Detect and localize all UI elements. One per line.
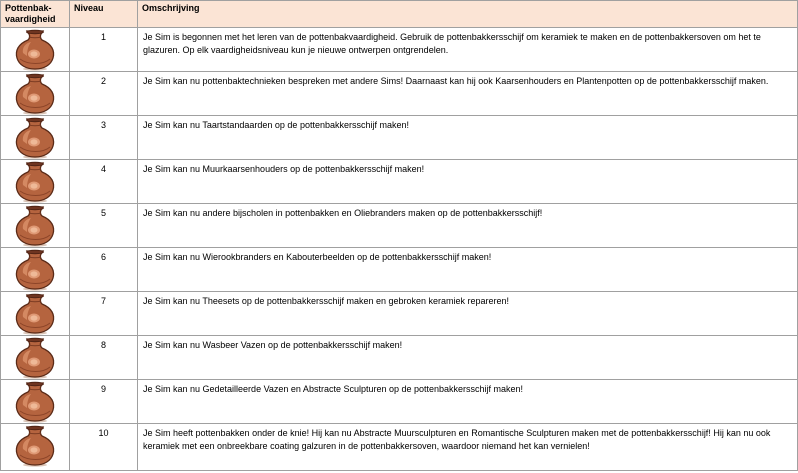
skill-icon-cell [1,292,70,336]
pottery-vase-icon [10,29,60,71]
table-row [1,292,798,336]
skill-icon-cell [1,424,70,471]
header-skill: Pottenbak- vaardigheid [1,1,70,28]
table-row [1,116,798,160]
pottery-vase-icon [10,249,60,291]
skill-icon-cell [1,160,70,204]
level-cell: 10 [70,424,138,471]
skill-icon-cell [1,204,70,248]
table-row [1,336,798,380]
level-cell: 6 [70,248,138,292]
pottery-vase-icon [10,337,60,379]
table-row [1,424,798,471]
header-level: Niveau [70,1,138,28]
table-row [1,28,798,72]
description-cell: Je Sim kan nu andere bijscholen in pottenbakken en Oliebranders maken op de pottenbakkersschijf! [138,204,798,248]
description-cell: Je Sim kan nu Gedetailleerde Vazen en Abstracte Sculpturen op de pottenbakkersschijf maken! [138,380,798,424]
description-cell: Je Sim kan nu Wasbeer Vazen op de pottenbakkersschijf maken! [138,336,798,380]
skill-icon-cell [1,380,70,424]
pottery-vase-icon [10,117,60,159]
skill-icon-cell [1,116,70,160]
pottery-vase-icon [10,425,60,467]
table-row [1,72,798,116]
description-cell: Je Sim kan nu Taartstandaarden op de pottenbakkersschijf maken! [138,116,798,160]
table-row [1,204,798,248]
skill-icon-cell [1,248,70,292]
description-cell: Je Sim kan nu Theesets op de pottenbakkersschijf maken en gebroken keramiek repareren! [138,292,798,336]
description-cell: Je Sim kan nu Muurkaarsenhouders op de pottenbakkersschijf maken! [138,160,798,204]
level-cell: 8 [70,336,138,380]
pottery-vase-icon [10,205,60,247]
skill-icon-cell [1,72,70,116]
table-row [1,380,798,424]
level-cell: 4 [70,160,138,204]
description-cell: Je Sim kan nu pottenbaktechnieken bespreken met andere Sims! Daarnaast kan hij ook Kaarsenhouders en Plantenpotten op de pottenbakkersschijf maken. [138,72,798,116]
skill-icon-cell [1,28,70,72]
description-cell: Je Sim heeft pottenbakken onder de knie! Hij kan nu Abstracte Muursculpturen en Romantische Sculpturen maken met de pottenbakkersschijf! Hij kan nu ook keramiek met een onbreekbare coating galzuren in de pottenbakkersoven, waardoor niemand het kan vernielen! [138,424,798,471]
table-row [1,160,798,204]
pottery-vase-icon [10,73,60,115]
level-cell: 5 [70,204,138,248]
pottery-vase-icon [10,161,60,203]
level-cell: 9 [70,380,138,424]
level-cell: 2 [70,72,138,116]
level-cell: 1 [70,28,138,72]
level-cell: 7 [70,292,138,336]
pottery-vase-icon [10,293,60,335]
skill-icon-cell [1,336,70,380]
description-cell: Je Sim is begonnen met het leren van de pottenbakvaardigheid. Gebruik de pottenbakkersschijf om keramiek te maken en de pottenbakkersoven om het te glazuren. Op elk vaardigheidsniveau kun je nieuwe ontwerpen ontgrendelen. [138,28,798,72]
level-cell: 3 [70,116,138,160]
table-row [1,248,798,292]
header-row [1,1,798,28]
description-cell: Je Sim kan nu Wierookbranders en Kabouterbeelden op de pottenbakkersschijf maken! [138,248,798,292]
pottery-vase-icon [10,381,60,423]
header-description: Omschrijving [138,1,798,28]
